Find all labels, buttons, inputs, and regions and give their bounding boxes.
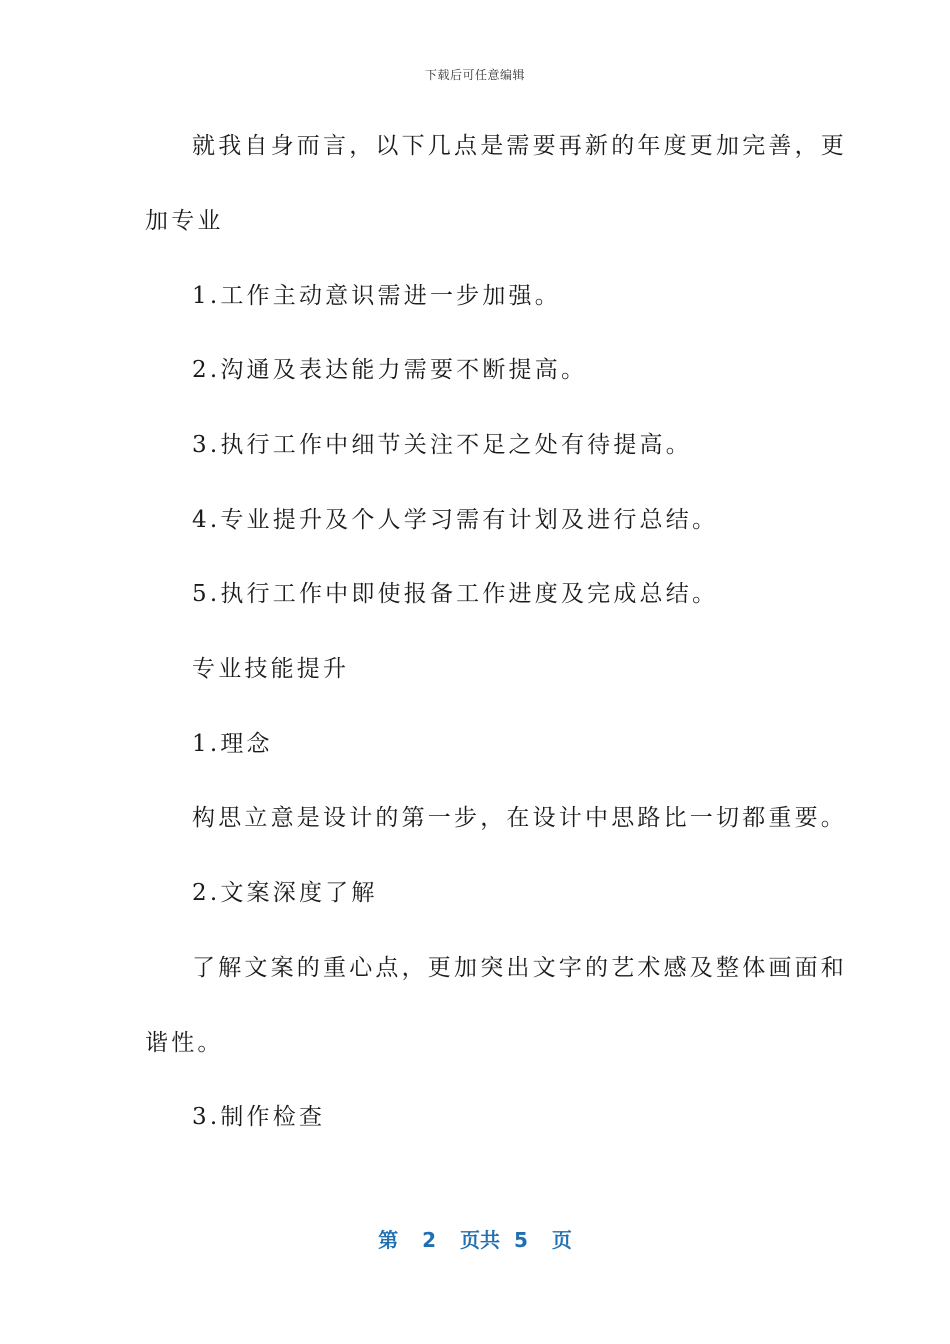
list-item: 4.专业提升及个人学习需有计划及进行总结。 bbox=[192, 507, 719, 533]
list-item: 5.执行工作中即使报备工作进度及完成总结。 bbox=[192, 581, 719, 607]
subsection-heading: 2.文案深度了解 bbox=[192, 880, 378, 906]
page-label-mid: 页共 bbox=[460, 1228, 500, 1252]
total-pages-number: 5 bbox=[514, 1228, 528, 1252]
paragraph-line: 构思立意是设计的第一步，在设计中思路比一切都重要。 bbox=[192, 805, 847, 831]
list-item: 2.沟通及表达能力需要不断提高。 bbox=[192, 357, 588, 383]
list-item: 1.工作主动意识需进一步加强。 bbox=[192, 283, 561, 309]
list-item: 3.执行工作中细节关注不足之处有待提高。 bbox=[192, 432, 692, 458]
paragraph-line: 就我自身而言，以下几点是需要再新的年度更加完善，更 bbox=[192, 133, 847, 159]
paragraph-line: 了解文案的重心点，更加突出文字的艺术感及整体画面和 bbox=[192, 955, 847, 981]
subsection-heading: 3.制作检查 bbox=[192, 1104, 326, 1130]
subsection-heading: 1.理念 bbox=[192, 731, 273, 757]
paragraph-line: 加专业 bbox=[145, 208, 224, 234]
page-label-prefix: 第 bbox=[378, 1228, 399, 1252]
paragraph-line: 谐性。 bbox=[145, 1030, 224, 1056]
page-number-footer bbox=[0, 1224, 950, 1253]
page-header-note: 下载后可任意编辑 bbox=[424, 68, 525, 82]
current-page-number: 2 bbox=[422, 1228, 436, 1252]
page-label-suffix: 页 bbox=[551, 1228, 572, 1252]
section-heading: 专业技能提升 bbox=[192, 656, 350, 682]
